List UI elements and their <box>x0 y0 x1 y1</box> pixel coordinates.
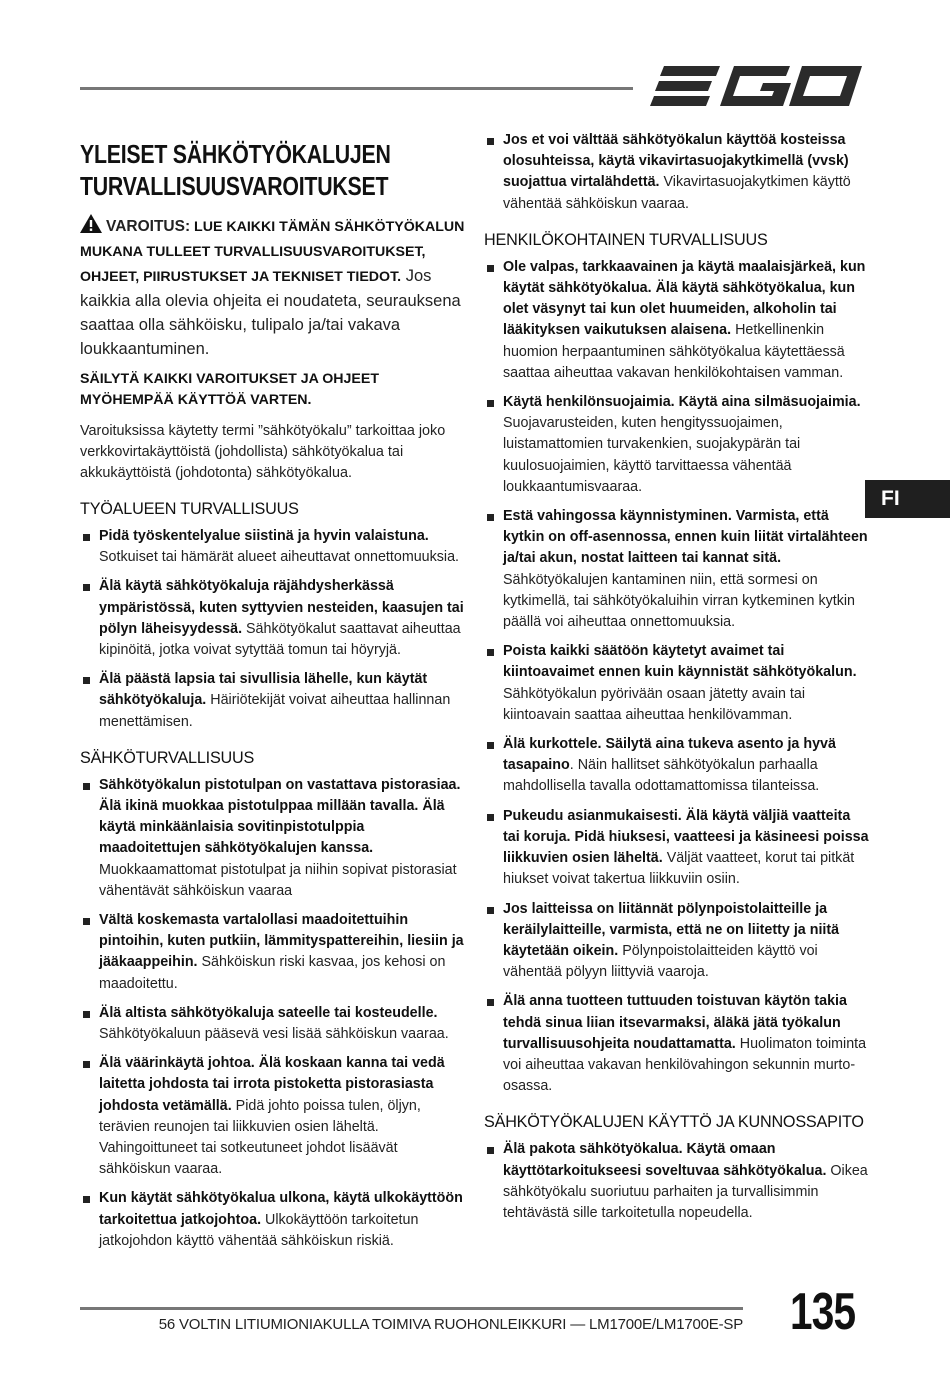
title-line-1: YLEISET SÄHKÖTYÖKALUJEN <box>80 139 391 169</box>
warning-block <box>80 214 465 361</box>
bullet-icon <box>83 1011 90 1018</box>
page-title <box>80 138 465 202</box>
list-item <box>80 1053 465 1180</box>
left-column <box>80 130 465 1260</box>
bullet-icon <box>487 907 494 914</box>
footer-rule <box>80 1307 743 1310</box>
list-item <box>80 1003 465 1045</box>
item-text: Hetkellinenkin huomion herpaantuminen sähkötyökalua käytettäessä saattaa aiheuttaa vakavan henkilökohtaisen vamman. <box>503 322 845 381</box>
warning-bold-text: LUE KAIKKI TÄMÄN SÄHKÖTYÖKALUN MUKANA TULLEET TURVALLISUUSVAROITUKSET, OHJEET, PIIRUSTUKSET JA TEKNISET TIEDOT. <box>80 219 465 285</box>
item-text: Sotkuiset tai hämärät alueet aiheuttavat onnettomuuksia. <box>99 549 460 566</box>
item-text: Sähköiskun riski kasvaa, jos kehosi on maadoitettu. <box>99 954 446 992</box>
electrical-heading: SÄHKÖTURVALLISUUS <box>80 748 255 767</box>
bullet-icon <box>83 677 90 684</box>
bullet-icon <box>83 1061 90 1068</box>
item-text: Oikea sähkötyökalu suoriutuu parhaiten ja turvallisimmin tehtävästä sille tarkoitetulla nopeudella. <box>503 1162 868 1221</box>
bullet-icon <box>487 138 494 145</box>
list-item <box>484 257 869 384</box>
title-line-2: TURVALLISUUSVAROITUKSET <box>80 171 389 201</box>
item-bold: Älä väärinkäytä johtoa. Älä koskaan kanna tai vedä laitetta johdosta tai irrota pistoketta pistorasiasta johdosta vetämällä. <box>99 1055 445 1114</box>
header-rule <box>80 87 633 90</box>
item-bold: Älä päästä lapsia tai sivullisia lähelle, kun käytät sähkötyökaluja. <box>99 671 428 709</box>
list-item <box>484 991 869 1097</box>
bullet-icon <box>83 1196 90 1203</box>
item-bold: Sähkötyökalun pistotulpan on vastattava pistorasiaa. Älä ikinä muokkaa pistotulppaa millään tavalla. Älä käytä minkäänlaisia sovitinpistotulppia maadoitettujen sähkötyökalujen kanssa. <box>99 776 461 857</box>
footer-title: 56 VOLTIN LITIUMIONIAKULLA TOIMIVA RUOHONLEIKKURI — LM1700E/LM1700E-SP <box>158 1316 743 1333</box>
item-text: Suojavarusteiden, kuten hengityssuojaimen, luistamattomien turvakenkien, suojakypärän tai kuulosuojaimien, käyttö tarvittaessa vähentää loukkaantumisvaaraa. <box>503 415 801 495</box>
item-text: Pidä johto poissa tulen, öljyn, terävien reunojen tai liikkuvien osien läheltä. Vahingoittuneet tai sotkeutuneet johdot lisäävät sähköiskun vaaraa. <box>99 1097 421 1178</box>
item-text: Vikavirtasuojakytkimen käyttö vähentää sähköiskun vaaraa. <box>503 174 851 212</box>
item-bold: Älä kurkottele. Säilytä aina tukeva asento ja hyvä tasapaino <box>503 736 836 774</box>
personal-list <box>484 257 869 1098</box>
save-notice: SÄILYTÄ KAIKKI VAROITUKSET JA OHJEET MYÖHEMPÄÄ KÄYTTÖÄ VARTEN. <box>80 371 380 408</box>
list-item <box>80 526 465 568</box>
item-bold: Älä altista sähkötyökaluja sateelle tai kosteudelle. <box>99 1004 438 1021</box>
item-text: Sähkötyökalujen kantaminen niin, että sormesi on kytkimellä, tai sähkötyökaluihin virran kytkeminen kytkin päällä voi aiheuttaa onnettomuuksia. <box>503 571 855 631</box>
bullet-icon <box>487 649 494 656</box>
work-area-heading: TYÖALUEEN TURVALLISUUS <box>80 500 299 518</box>
tool-use-heading: SÄHKÖTYÖKALUJEN KÄYTTÖ JA KUNNOSSAPITO <box>484 1113 864 1132</box>
list-item <box>484 506 869 633</box>
item-text: Sähkötyökalun pyörivään osaan jätetty avain tai kiintoavain saattaa aiheuttaa henkilövamman. <box>503 685 806 723</box>
item-text: Huolimaton toiminta voi aiheuttaa vakavan henkilövahingon sekunnin murto-osassa. <box>503 1035 867 1095</box>
list-item <box>80 669 465 733</box>
bullet-icon <box>487 742 494 749</box>
warning-text: Jos kaikkia alla olevia ohjeita ei noudateta, seurauksena saattaa olla sähköisku, tulipalo ja/tai vakava loukkaantuminen. <box>80 267 461 358</box>
list-item <box>80 775 465 902</box>
item-bold: Älä käytä sähkötyökaluja räjähdysherkässä ympäristössä, kuten syttyvien nesteiden, kaasujen tai pölyn läheisyydessä. <box>99 578 464 637</box>
list-item <box>80 910 465 995</box>
item-text: Sähkötyökalut saattavat aiheuttaa kipinöitä, jotka voivat sytyttää tomun tai höyryjä. <box>99 620 461 659</box>
ego-logo-graphic <box>650 62 862 112</box>
right-column <box>484 130 869 1232</box>
item-text: Ulkokäyttöön tarkoitetun jatkojohdon käyttö vähentää sähköiskun riskiä. <box>99 1211 419 1249</box>
electrical-list-continued <box>484 130 869 215</box>
electrical-list <box>80 775 465 1252</box>
page-number: 135 <box>790 1283 856 1341</box>
item-text: Sähkötyökaluun pääsevä vesi lisää sähköiskun vaaraa. <box>99 1026 449 1043</box>
bullet-icon <box>83 783 90 790</box>
item-bold: Poista kaikki säätöön käytetyt avaimet tai kiintoavaimet ennen kuin käynnistät sähkötyökalun. <box>503 643 857 681</box>
tool-use-list <box>484 1139 869 1224</box>
personal-heading: HENKILÖKOHTAINEN TURVALLISUUS <box>484 230 768 249</box>
list-item <box>484 734 869 798</box>
bullet-icon <box>83 534 90 541</box>
bullet-icon <box>487 514 494 521</box>
bullet-icon <box>487 999 494 1006</box>
list-item <box>484 1139 869 1224</box>
item-bold: Älä pakota sähkötyökalua. Käytä omaan käyttötarkoitukseesi soveltuvaa sähkötyökalua. <box>503 1141 827 1179</box>
warning-icon <box>80 214 102 233</box>
ego-logo <box>650 62 862 117</box>
item-bold: Kun käytät sähkötyökalua ulkona, käytä ulkokäyttöön tarkoitettua jatkojohtoa. <box>99 1190 463 1228</box>
item-bold: Älä anna tuotteen tuttuuden toistuvan käytön takia tehdä sinua liian itsevarmaksi, äläkä jätä työkalun turvallisuusohjeita noudattamatta. <box>503 993 847 1052</box>
item-text: Muokkaamattomat pistotulpat ja niihin sopivat pistorasiat vähentävät sähköiskun vaaraa <box>99 861 457 899</box>
bullet-icon <box>487 1147 494 1154</box>
item-text: Pölynpoistolaitteiden käyttö voi vähentää pölyyn liittyviä vaaroja. <box>503 942 818 981</box>
item-bold: Pidä työskentelyalue siistinä ja hyvin valaistuna. <box>99 528 429 544</box>
list-item <box>80 1188 465 1252</box>
list-item <box>484 899 869 984</box>
item-text: . Näin hallitset sähkötyökalun parhaalla mahdollisella tavalla odottamattomissa tilanteissa. <box>503 757 820 795</box>
bullet-icon <box>487 400 494 407</box>
bullet-icon <box>83 918 90 925</box>
bullet-icon <box>487 814 494 821</box>
language-tab: FI <box>865 480 950 518</box>
item-text: Häiriötekijät voivat aiheuttaa hallinnan menettämisen. <box>99 692 451 730</box>
warning-label: VAROITUS: <box>106 218 191 235</box>
list-item <box>484 641 869 726</box>
item-bold: Jos et voi välttää sähkötyökalun käyttöä kosteissa olosuhteissa, käytä vikavirtasuojakytkimellä (vvsk) suojattua virtalähdettä. <box>503 132 849 191</box>
list-item <box>484 806 869 891</box>
intro-paragraph: Varoituksissa käytetty termi ”sähkötyökalu” tarkoittaa joko verkkovirtakäyttöistä (johdollista) sähkötyökalua tai akkukäyttöistä (johdotonta) sähkötyökalua. <box>80 423 446 481</box>
item-bold: Jos laitteissa on liitännät pölynpoistolaitteille ja keräilylaitteille, varmista, että ne on liitetty ja niitä käytetään oikein. <box>503 900 840 959</box>
list-item <box>484 392 869 498</box>
bullet-icon <box>487 265 494 272</box>
list-item <box>80 576 465 661</box>
bullet-icon <box>83 584 90 591</box>
item-bold: Estä vahingossa käynnistyminen. Varmista, että kytkin on off-asennossa, ennen kuin liität virtalähteen ja/tai akun, nostat laitteen tai kannat sitä. <box>503 508 868 567</box>
item-bold: Käytä henkilönsuojaimia. Käytä aina silmäsuojaimia. <box>503 394 861 411</box>
item-text: Väljät vaatteet, korut tai pitkät hiukset voivat takertua liikkuviin osiin. <box>503 850 855 888</box>
item-bold: Pukeudu asianmukaisesti. Älä käytä väljiä vaatteita tai koruja. Pidä hiuksesi, vaatteesi ja käsineesi poissa liikkuvien osien läheltä. <box>503 807 869 867</box>
work-area-list <box>80 526 465 733</box>
item-bold: Vältä koskemasta vartalollasi maadoitettuihin pintoihin, kuten putkiin, lämmityspattereihin, liesiin ja jääkaappeihin. <box>99 912 464 971</box>
item-bold: Ole valpas, tarkkaavainen ja käytä maalaisjärkeä, kun käytät sähkötyökalua. Älä käytä sähkötyökalua, kun olet väsynyt tai kun olet huumeiden, alkoholin tai lääkityksen vaikutuksen alaisena. <box>503 258 866 339</box>
list-item <box>484 130 869 215</box>
